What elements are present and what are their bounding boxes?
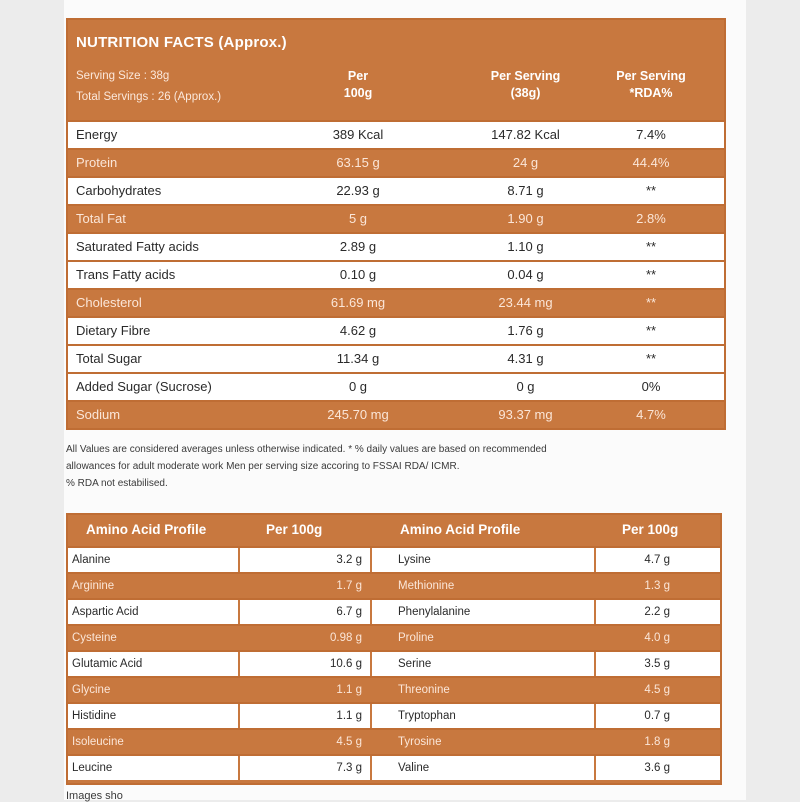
nutrition-title: NUTRITION FACTS (Approx.) bbox=[76, 34, 287, 51]
per-100g-value: 0.10 g bbox=[339, 267, 377, 282]
amino-acid-name: Methionine bbox=[398, 580, 455, 592]
amino-acid-value: 4.5 g bbox=[336, 736, 362, 748]
amino-acid-value: 0.7 g bbox=[644, 710, 670, 722]
nutrition-footnote: All Values are considered averages unless otherwise indicated. * % daily values are based on recommended allowances for adult moderate work Men per serving size accoring to FSSAI RDA/ ICMR. % RDA not estabilised. bbox=[66, 444, 547, 489]
amino-cell bbox=[596, 678, 720, 702]
amino-acid-name: Proline bbox=[398, 632, 434, 644]
amino-row bbox=[68, 546, 720, 572]
amino-acid-name: Cysteine bbox=[72, 632, 117, 644]
per-100g-value: 389 Kcal bbox=[332, 127, 384, 142]
nutrient-name: Protein bbox=[76, 155, 118, 170]
amino-acid-name: Isoleucine bbox=[72, 736, 124, 748]
amino-cell bbox=[240, 626, 370, 650]
amino-cell bbox=[68, 756, 238, 780]
amino-acid-table bbox=[66, 513, 722, 785]
col-header-per-serving: Per Serving (38g) bbox=[490, 69, 561, 100]
amino-cell bbox=[372, 548, 594, 572]
per-100g-value: 0 g bbox=[348, 379, 368, 394]
nutrient-name: Sodium bbox=[76, 407, 121, 422]
nutrition-row bbox=[68, 400, 724, 428]
nutrition-row bbox=[68, 148, 724, 176]
nutrition-row bbox=[68, 372, 724, 400]
nutrient-name: Dietary Fibre bbox=[76, 323, 151, 338]
amino-row bbox=[68, 728, 720, 754]
amino-cell bbox=[68, 626, 238, 650]
amino-acid-name: Phenylalanine bbox=[398, 606, 471, 618]
nutrition-row bbox=[68, 316, 724, 344]
nutrition-row bbox=[68, 232, 724, 260]
amino-acid-name: Lysine bbox=[398, 554, 431, 566]
amino-acid-value: 1.3 g bbox=[644, 580, 670, 592]
amino-cell bbox=[68, 548, 238, 572]
nutrition-row bbox=[68, 288, 724, 316]
amino-acid-value: 1.1 g bbox=[336, 684, 362, 696]
amino-acid-value: 3.2 g bbox=[336, 554, 362, 566]
amino-acid-name: Valine bbox=[398, 762, 430, 774]
amino-cell bbox=[596, 626, 720, 650]
amino-row bbox=[68, 754, 720, 780]
per-serving-value: 0 g bbox=[516, 379, 535, 394]
nutrition-row bbox=[68, 344, 724, 372]
total-servings: Total Servings : 26 (Approx.) bbox=[76, 91, 222, 103]
amino-cell bbox=[240, 730, 370, 754]
amino-cell bbox=[372, 600, 594, 624]
amino-cell bbox=[68, 704, 238, 728]
rda-value: ** bbox=[645, 183, 657, 198]
amino-acid-name: Arginine bbox=[72, 580, 115, 592]
amino-cell bbox=[596, 652, 720, 676]
amino-cell bbox=[596, 548, 720, 572]
amino-acid-value: 4.0 g bbox=[644, 632, 670, 644]
amino-cell bbox=[240, 652, 370, 676]
amino-cell bbox=[240, 574, 370, 598]
amino-acid-value: 1.7 g bbox=[336, 580, 362, 592]
nutrition-row bbox=[68, 176, 724, 204]
nutrition-rows bbox=[68, 120, 724, 428]
nutrient-name: Added Sugar (Sucrose) bbox=[76, 379, 212, 394]
amino-acid-value: 4.5 g bbox=[644, 684, 670, 696]
amino-cell bbox=[372, 652, 594, 676]
per-serving-value: 93.37 mg bbox=[498, 407, 553, 422]
per-serving-value: 147.82 Kcal bbox=[491, 127, 560, 142]
amino-cell bbox=[596, 756, 720, 780]
per-100g-value: 63.15 g bbox=[336, 155, 380, 170]
amino-acid-name: Alanine bbox=[72, 554, 111, 566]
nutrition-row bbox=[68, 260, 724, 288]
amino-cell bbox=[240, 678, 370, 702]
amino-cell bbox=[68, 730, 238, 754]
amino-cell bbox=[240, 756, 370, 780]
serving-size: Serving Size : 38g bbox=[76, 70, 170, 82]
nutrition-header bbox=[68, 20, 724, 120]
amino-cell bbox=[596, 704, 720, 728]
per-serving-value: 1.90 g bbox=[507, 211, 544, 226]
amino-acid-name: Leucine bbox=[72, 762, 113, 774]
amino-acid-name: Glutamic Acid bbox=[72, 658, 143, 670]
amino-acid-value: 0.98 g bbox=[330, 632, 362, 644]
amino-acid-name: Tyrosine bbox=[398, 736, 442, 748]
amino-cell bbox=[372, 756, 594, 780]
amino-acid-value: 10.6 g bbox=[330, 658, 362, 670]
amino-cell bbox=[596, 730, 720, 754]
amino-acid-value: 4.7 g bbox=[644, 554, 670, 566]
amino-acid-value: 1.8 g bbox=[644, 736, 670, 748]
amino-row bbox=[68, 624, 720, 650]
amino-acid-value: 7.3 g bbox=[336, 762, 362, 774]
rda-value: ** bbox=[645, 351, 657, 366]
per-serving-value: 24 g bbox=[512, 155, 539, 170]
amino-cell bbox=[240, 548, 370, 572]
per-100g-value: 61.69 mg bbox=[330, 295, 386, 310]
per-serving-value: 4.31 g bbox=[507, 351, 544, 366]
per-serving-value: 23.44 mg bbox=[498, 295, 553, 310]
amino-acid-name: Tryptophan bbox=[398, 710, 456, 722]
rda-value: 4.7% bbox=[636, 407, 666, 422]
nutrient-name: Total Fat bbox=[76, 211, 126, 226]
amino-header-value-2: Per 100g bbox=[622, 522, 679, 537]
amino-row bbox=[68, 676, 720, 702]
amino-cell bbox=[68, 678, 238, 702]
nutrient-name: Total Sugar bbox=[76, 351, 142, 366]
amino-acid-value: 1.1 g bbox=[336, 710, 362, 722]
rda-value: 7.4% bbox=[636, 127, 666, 142]
nutrition-row bbox=[68, 120, 724, 148]
rda-value: ** bbox=[645, 323, 657, 338]
rda-value: ** bbox=[645, 267, 657, 282]
rda-value: ** bbox=[645, 295, 657, 310]
per-100g-value: 2.89 g bbox=[339, 239, 377, 254]
nutrition-row bbox=[68, 204, 724, 232]
rda-value: 0% bbox=[641, 379, 661, 394]
per-serving-value: 8.71 g bbox=[507, 183, 544, 198]
per-serving-value: 0.04 g bbox=[507, 267, 544, 282]
amino-cell bbox=[596, 600, 720, 624]
amino-cell bbox=[372, 704, 594, 728]
amino-header-name-2: Amino Acid Profile bbox=[400, 522, 521, 537]
amino-acid-value: 3.5 g bbox=[644, 658, 670, 670]
amino-acid-name: Aspartic Acid bbox=[72, 606, 139, 618]
per-100g-value: 22.93 g bbox=[336, 183, 380, 198]
amino-cell bbox=[68, 652, 238, 676]
amino-cell bbox=[240, 600, 370, 624]
amino-acid-name: Threonine bbox=[398, 684, 450, 696]
amino-cell bbox=[372, 730, 594, 754]
per-100g-value: 11.34 g bbox=[336, 351, 380, 366]
amino-row bbox=[68, 598, 720, 624]
amino-cell bbox=[68, 574, 238, 598]
amino-row bbox=[68, 702, 720, 728]
amino-acid-value: 6.7 g bbox=[336, 606, 362, 618]
amino-cell bbox=[596, 574, 720, 598]
amino-cell bbox=[240, 704, 370, 728]
amino-header-name-1: Amino Acid Profile bbox=[86, 522, 207, 537]
amino-acid-value: 2.2 g bbox=[644, 606, 670, 618]
rda-value: 2.8% bbox=[636, 211, 666, 226]
nutrient-name: Trans Fatty acids bbox=[76, 267, 176, 282]
per-100g-value: 5 g bbox=[348, 211, 368, 226]
per-100g-value: 245.70 mg bbox=[327, 407, 389, 422]
amino-header bbox=[68, 515, 720, 546]
amino-cell bbox=[372, 626, 594, 650]
per-serving-value: 1.10 g bbox=[507, 239, 544, 254]
col-header-per-100g: Per 100g bbox=[343, 69, 373, 100]
per-serving-value: 1.76 g bbox=[507, 323, 544, 338]
col-header-rda: Per Serving *RDA% bbox=[616, 69, 686, 100]
amino-cell bbox=[372, 574, 594, 598]
nutrition-facts-table bbox=[66, 18, 726, 430]
amino-row bbox=[68, 650, 720, 676]
amino-acid-name: Glycine bbox=[72, 684, 111, 696]
footer-disclaimer: Images sho bbox=[66, 790, 123, 802]
per-100g-value: 4.62 g bbox=[339, 323, 377, 338]
amino-acid-name: Histidine bbox=[72, 710, 117, 722]
amino-header-value-1: Per 100g bbox=[266, 522, 323, 537]
amino-acid-value: 3.6 g bbox=[644, 762, 670, 774]
nutrient-name: Energy bbox=[76, 127, 118, 142]
nutrient-name: Carbohydrates bbox=[76, 183, 162, 198]
amino-row bbox=[68, 572, 720, 598]
rda-value: 44.4% bbox=[632, 155, 670, 170]
amino-cell bbox=[372, 678, 594, 702]
nutrient-name: Cholesterol bbox=[76, 295, 142, 310]
amino-acid-name: Serine bbox=[398, 658, 432, 670]
amino-cell bbox=[68, 600, 238, 624]
rda-value: ** bbox=[645, 239, 657, 254]
nutrient-name: Saturated Fatty acids bbox=[76, 239, 199, 254]
